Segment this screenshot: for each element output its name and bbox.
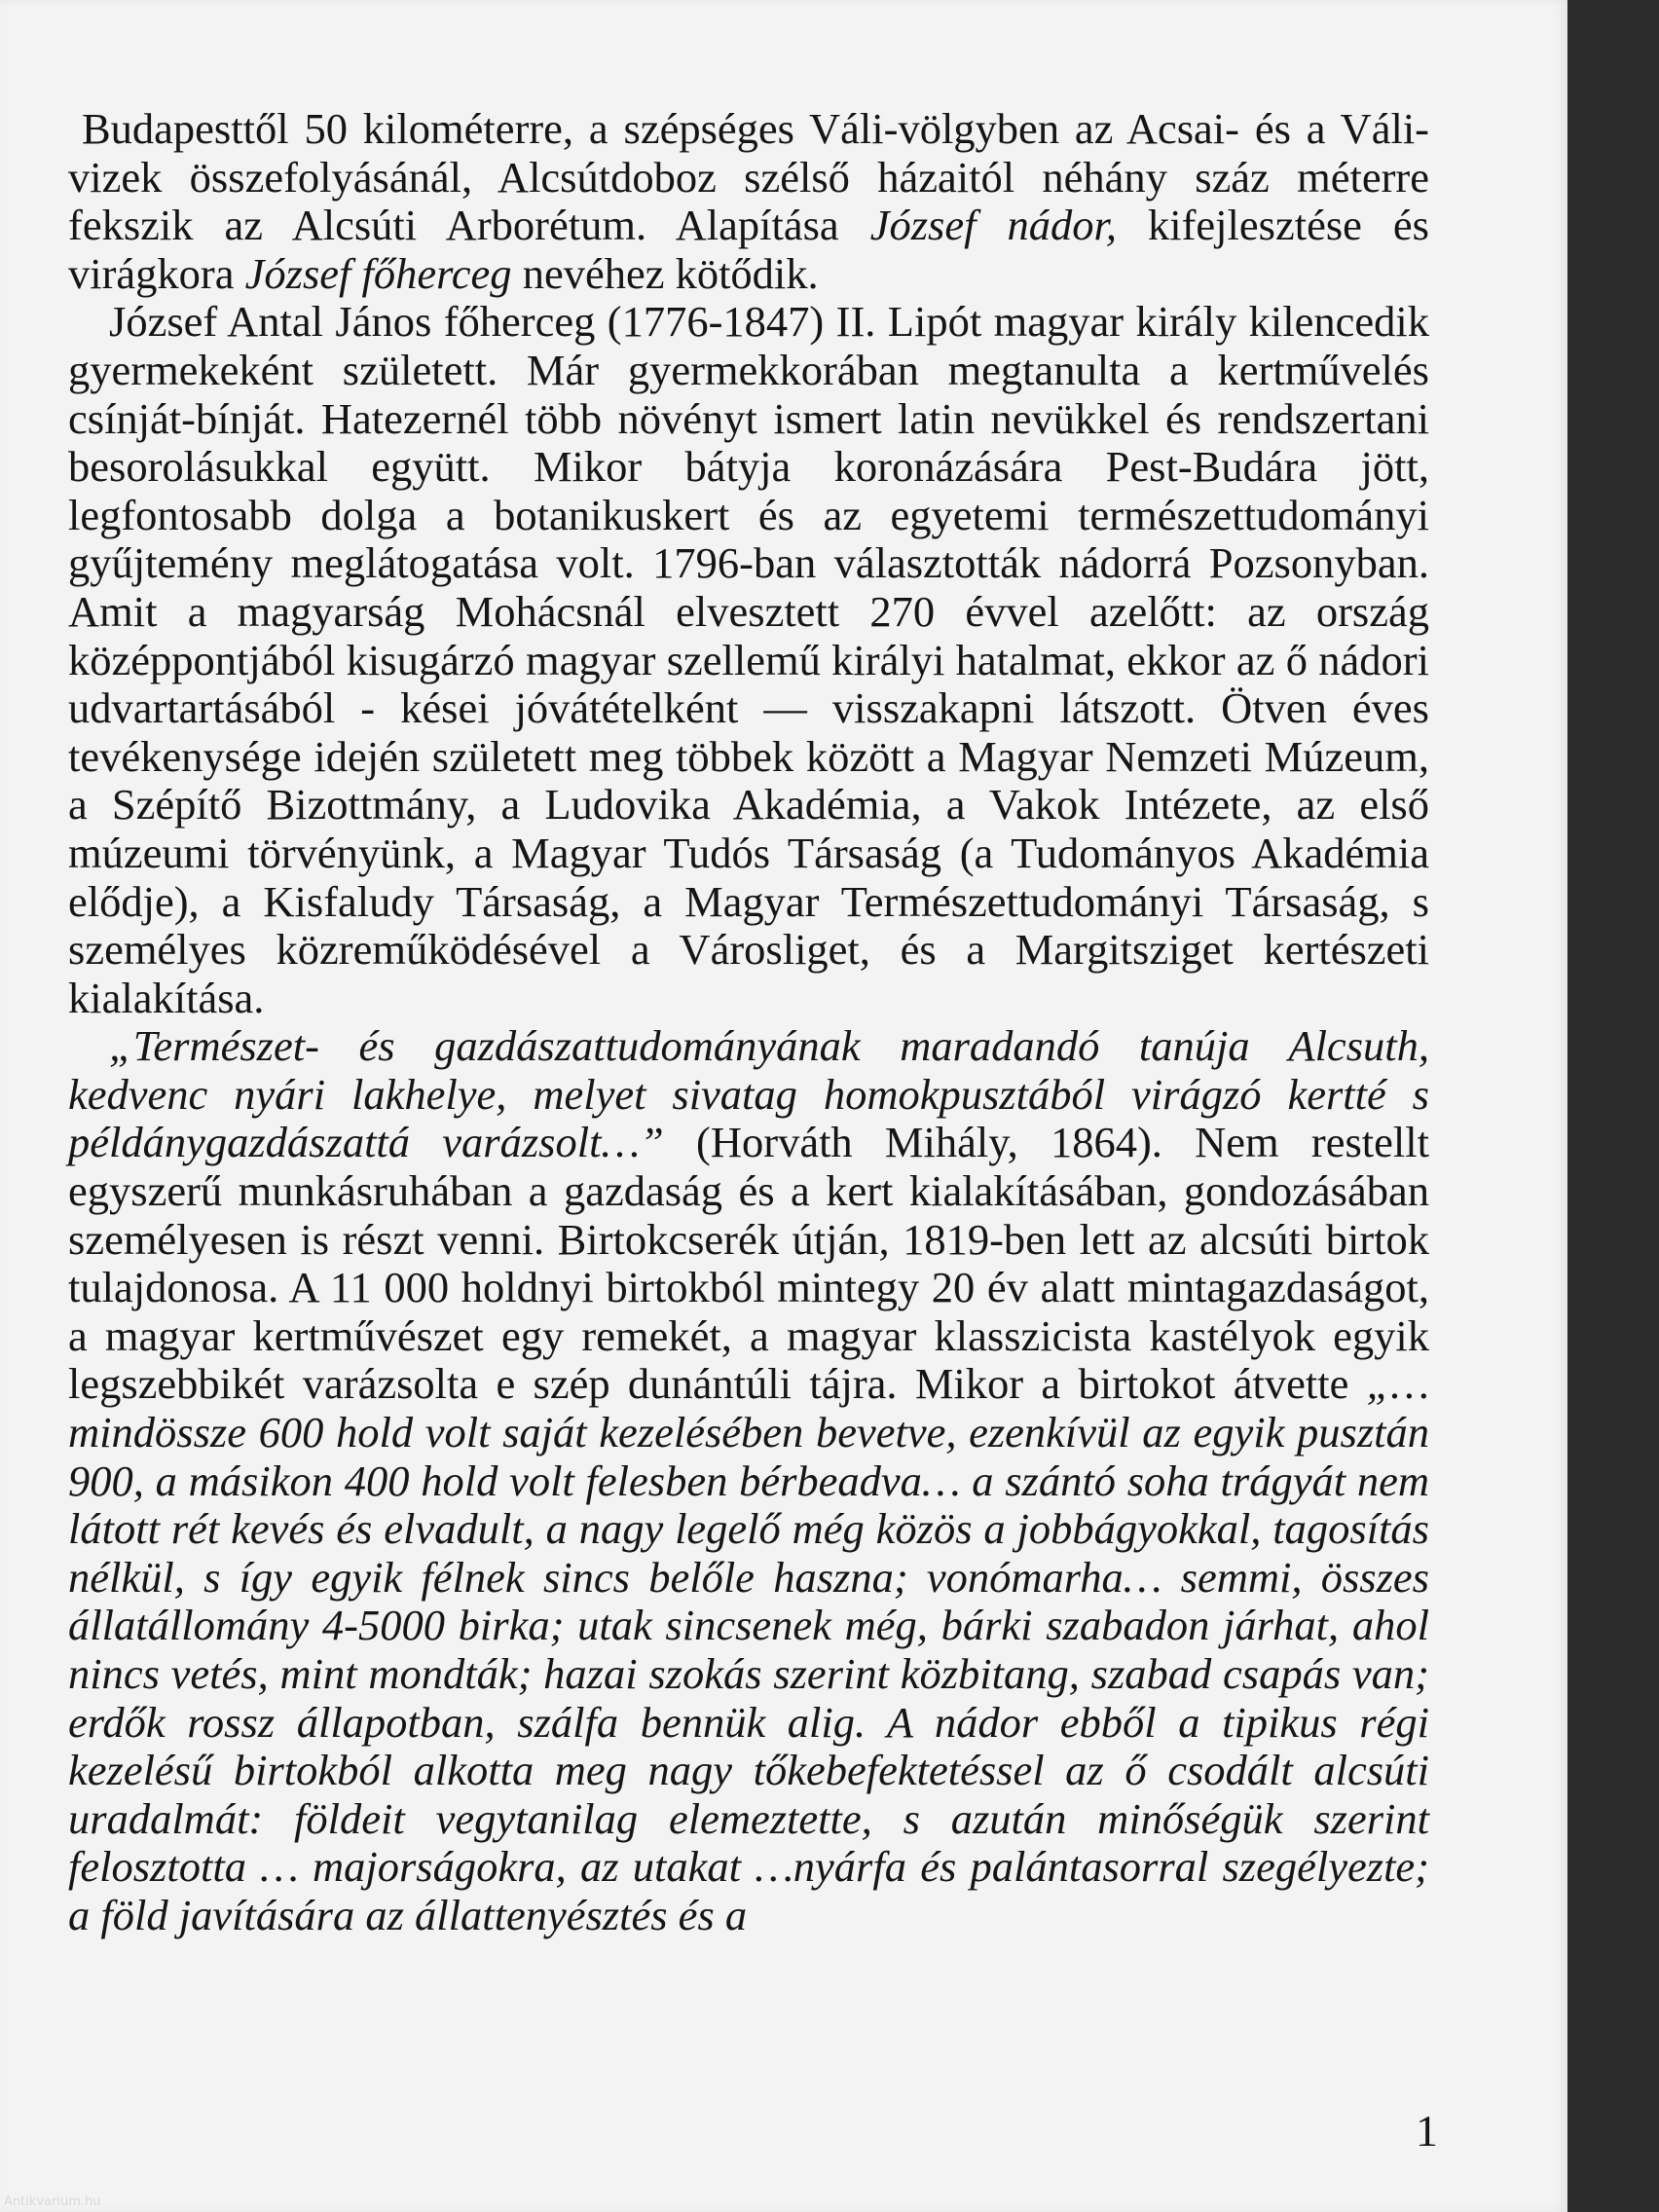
page-number: 1 [1416, 2106, 1438, 2156]
text-run-italic: József nádor, [869, 201, 1117, 250]
text-run-italic: „… mindössze 600 hold volt saját kezelésében bevetve, ezenkívül az egyik pusztán 900, a másikon 400 hold volt felesben bérbeadva… a szántó soha trágyát nem látott rét kevés és elvadult, a nagy legelő még közös a jobbágyokkal, tagosítás nélkül, s így egyik félnek sincs belőle haszna; vonómarha… semmi, összes állatállomány 4-5000 birka; utak sincsenek még, bárki szabadon járhat, ahol nincs vetés, mint mondták; hazai szokás szerint közbitang, szabad csapás van; erdők rossz állapotban, szálfa bennük alig. A nádor ebből a tipikus régi kezelésű birtokból alkotta meg nagy tőkebefektetéssel az ő csodált alcsúti uradalmát: földeit vegytanilag elemeztette, s azután minőségük szerint felosztotta … majorságokra, az utakat …nyárfa és palántasorral szegélyezte; a föld javítására az állattenyésztés és a [68, 1359, 1429, 1939]
text-run-italic: „Természet- és gazdászattudományának maradandó tanúja Alcsuth, kedvenc nyári lakhelye, melyet sivatag homokpusztából virágzó kertté s példánygazdászattá varázsolt…” [68, 1021, 1429, 1167]
text-run: nevéhez kötődik. [511, 248, 819, 298]
paragraph [68, 1022, 1429, 1939]
text-run: Budapesttől 50 kilométerre, a szépséges Váli-völgyben az Acsai- és a Váli-vizek összefolyásánál, Alcsútdoboz szélső házaitól néhány száz méterre fekszik az Alcsúti Arborétum. Alapítása [68, 104, 1429, 250]
paragraph [68, 298, 1429, 1022]
text-run: kifejlesztése és virágkora [68, 201, 1429, 298]
text-run-italic: József főherceg [244, 248, 512, 298]
body-text [68, 105, 1429, 1940]
watermark: Antikvarium.hu [4, 2194, 101, 2209]
text-run: (Horváth Mihály, 1864). Nem restellt egyszerű munkásruhában a gazdaság és a kert kialakításában, gondozásában személyesen is részt venni. Birtokcserék útján, 1819-ben lett az alcsúti birtok tulajdonosa. A 11 000 holdnyi birtokból mintegy 20 év alatt mintagazdaságot, a magyar kertművészet egy remekét, a magyar klasszicista kastélyok egyik legszebbikét varázsolta e szép dunántúli tájra. Mikor a birtokot átvette [68, 1118, 1429, 1409]
text-run: József Antal János főherceg (1776-1847) II. Lipót magyar király kilencedik gyermekeként született. Már gyermekkorában megtanulta a kertművelés csínját-bínját. Hatezernél több növényt ismert latin nevükkel és rendszertani besorolásukkal együtt. Mikor bátyja koronázására Pest-Budára jött, legfontosabb dolga a botanikuskert és az egyetemi természettudományi gyűjtemény meglátogatása volt. 1796-ban választották nádorrá Pozsonyban. Amit a magyarság Mohácsnál elvesztett 270 évvel azelőtt: az ország középpontjából kisugárzó magyar szellemű királyi hatalmat, ekkor az ő nádori udvartartásából - kései jóvátételként — visszakapni látszott. Ötven éves tevékenysége idején született meg többek között a Magyar Nemzeti Múzeum, a Szépítő Bizottmány, a Ludovika Akadémia, a Vakok Intézete, az első múzeumi törvényünk, a Magyar Tudós Társaság (a Tudományos Akadémia elődje), a Kisfaludy Társaság, a Magyar Természettudományi Társaság, s személyes közreműködésével a Városliget, és a Margitsziget kertészeti kialakítása. [68, 297, 1429, 1022]
paragraph [68, 105, 1429, 298]
